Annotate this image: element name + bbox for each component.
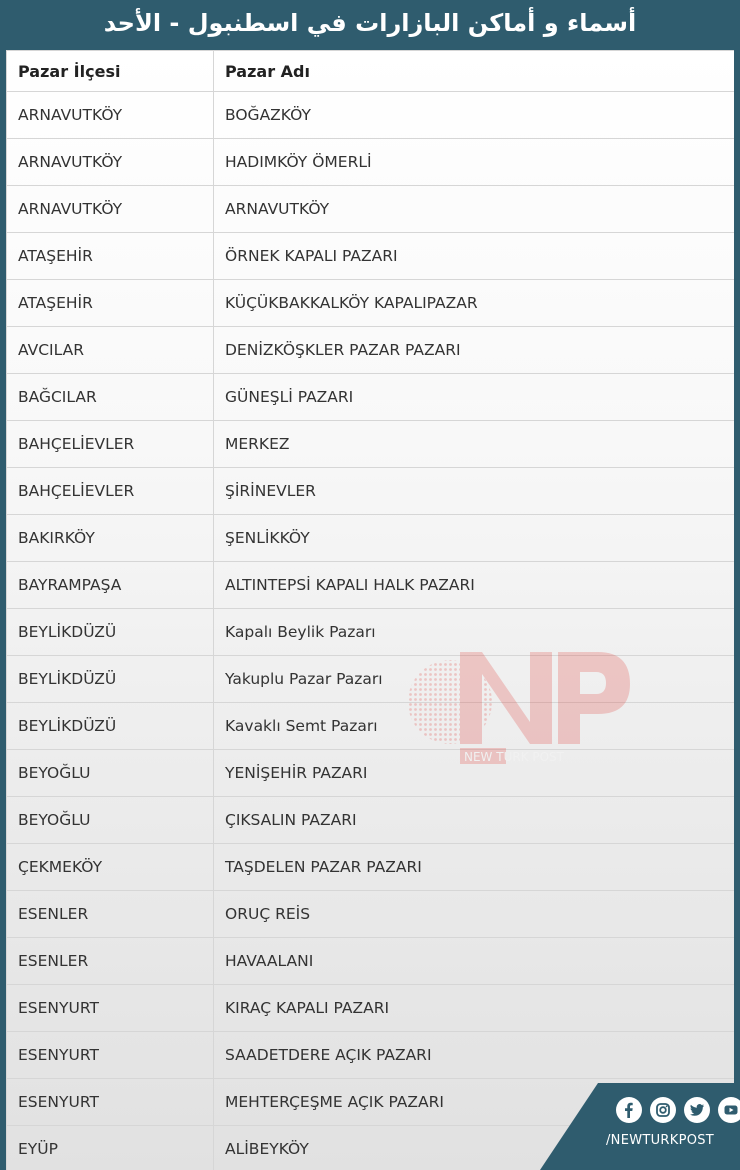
table-row	[7, 515, 735, 562]
bazaar-name-cell: ŞİRİNEVLER	[214, 468, 735, 515]
bazaar-name-cell: TAŞDELEN PAZAR PAZARI	[214, 844, 735, 891]
bazaar-name-cell: MEHTERÇEŞME AÇIK PAZARI	[214, 1079, 735, 1126]
youtube-icon[interactable]	[718, 1097, 740, 1123]
column-header-bazaar-name: Pazar Adı	[214, 51, 735, 92]
district-cell: ESENYURT	[7, 985, 214, 1032]
social-badge	[540, 1083, 740, 1170]
bazaar-name-cell: KÜÇÜKBAKKALKÖY KAPALIPAZAR	[214, 280, 735, 327]
facebook-icon[interactable]	[616, 1097, 642, 1123]
table-row	[7, 656, 735, 703]
bazaar-name-cell: ŞENLİKKÖY	[214, 515, 735, 562]
district-cell: BEYOĞLU	[7, 797, 214, 844]
table-row	[7, 938, 735, 985]
bazaar-name-cell: HADIMKÖY ÖMERLİ	[214, 139, 735, 186]
district-cell: BEYLİKDÜZÜ	[7, 609, 214, 656]
district-cell: AVCILAR	[7, 327, 214, 374]
table-row	[7, 186, 735, 233]
social-icons	[616, 1097, 740, 1123]
twitter-icon[interactable]	[684, 1097, 710, 1123]
bazaar-name-cell: HAVAALANI	[214, 938, 735, 985]
title-bar	[0, 0, 740, 50]
table-row	[7, 797, 735, 844]
instagram-icon[interactable]	[650, 1097, 676, 1123]
bazaar-name-cell: GÜNEŞLİ PAZARI	[214, 374, 735, 421]
bazaar-name-cell: ALİBEYKÖY	[214, 1126, 735, 1170]
district-cell: ARNAVUTKÖY	[7, 186, 214, 233]
table-row	[7, 844, 735, 891]
bazaar-name-cell: Yakuplu Pazar Pazarı	[214, 656, 735, 703]
table-header-row	[7, 51, 735, 92]
district-cell: BAYRAMPAŞA	[7, 562, 214, 609]
bazaar-name-cell: BOĞAZKÖY	[214, 92, 735, 139]
bazaar-name-cell: ÇIKSALIN PAZARI	[214, 797, 735, 844]
table-row	[7, 421, 735, 468]
table-row	[7, 750, 735, 797]
district-cell: BAHÇELİEVLER	[7, 468, 214, 515]
table-row	[7, 985, 735, 1032]
table-row	[7, 139, 735, 186]
district-cell: ESENLER	[7, 891, 214, 938]
table-container	[6, 50, 734, 1170]
bazaar-name-cell: Kavaklı Semt Pazarı	[214, 703, 735, 750]
bazaar-name-cell: DENİZKÖŞKLER PAZAR PAZARI	[214, 327, 735, 374]
district-cell: BAKIRKÖY	[7, 515, 214, 562]
table-row	[7, 891, 735, 938]
bazaar-name-cell: ÖRNEK KAPALI PAZARI	[214, 233, 735, 280]
district-cell: BAĞCILAR	[7, 374, 214, 421]
bazaar-name-cell: ARNAVUTKÖY	[214, 186, 735, 233]
district-cell: ESENYURT	[7, 1079, 214, 1126]
table-row	[7, 609, 735, 656]
bazaar-name-cell: SAADETDERE AÇIK PAZARI	[214, 1032, 735, 1079]
district-cell: ATAŞEHİR	[7, 280, 214, 327]
district-cell: ESENLER	[7, 938, 214, 985]
social-handle[interactable]: /NEWTURKPOST	[606, 1133, 715, 1148]
district-cell: ÇEKMEKÖY	[7, 844, 214, 891]
table-row	[7, 468, 735, 515]
column-header-district: Pazar İlçesi	[7, 51, 214, 92]
bazaar-name-cell: MERKEZ	[214, 421, 735, 468]
district-cell: ESENYURT	[7, 1032, 214, 1079]
bazaar-table	[6, 50, 734, 1170]
table-row	[7, 703, 735, 750]
bazaar-name-cell: KIRAÇ KAPALI PAZARI	[214, 985, 735, 1032]
table-row	[7, 562, 735, 609]
district-cell: ARNAVUTKÖY	[7, 92, 214, 139]
district-cell: BEYLİKDÜZÜ	[7, 703, 214, 750]
district-cell: ARNAVUTKÖY	[7, 139, 214, 186]
bazaar-name-cell: ALTINTEPSİ KAPALI HALK PAZARI	[214, 562, 735, 609]
district-cell: BAHÇELİEVLER	[7, 421, 214, 468]
watermark-text: NEW TURK POST	[464, 750, 565, 764]
table-row	[7, 374, 735, 421]
bazaar-name-cell: YENİŞEHİR PAZARI	[214, 750, 735, 797]
bazaar-name-cell: Kapalı Beylik Pazarı	[214, 609, 735, 656]
district-cell: ATAŞEHİR	[7, 233, 214, 280]
district-cell: BEYOĞLU	[7, 750, 214, 797]
page-title: أسماء و أماكن البازارات في اسطنبول - الأحد	[103, 9, 637, 37]
table-row	[7, 92, 735, 139]
bazaar-name-cell: ORUÇ REİS	[214, 891, 735, 938]
district-cell: EYÜP	[7, 1126, 214, 1170]
table-row	[7, 280, 735, 327]
district-cell: BEYLİKDÜZÜ	[7, 656, 214, 703]
table-row	[7, 327, 735, 374]
table-row	[7, 233, 735, 280]
table-row	[7, 1032, 735, 1079]
